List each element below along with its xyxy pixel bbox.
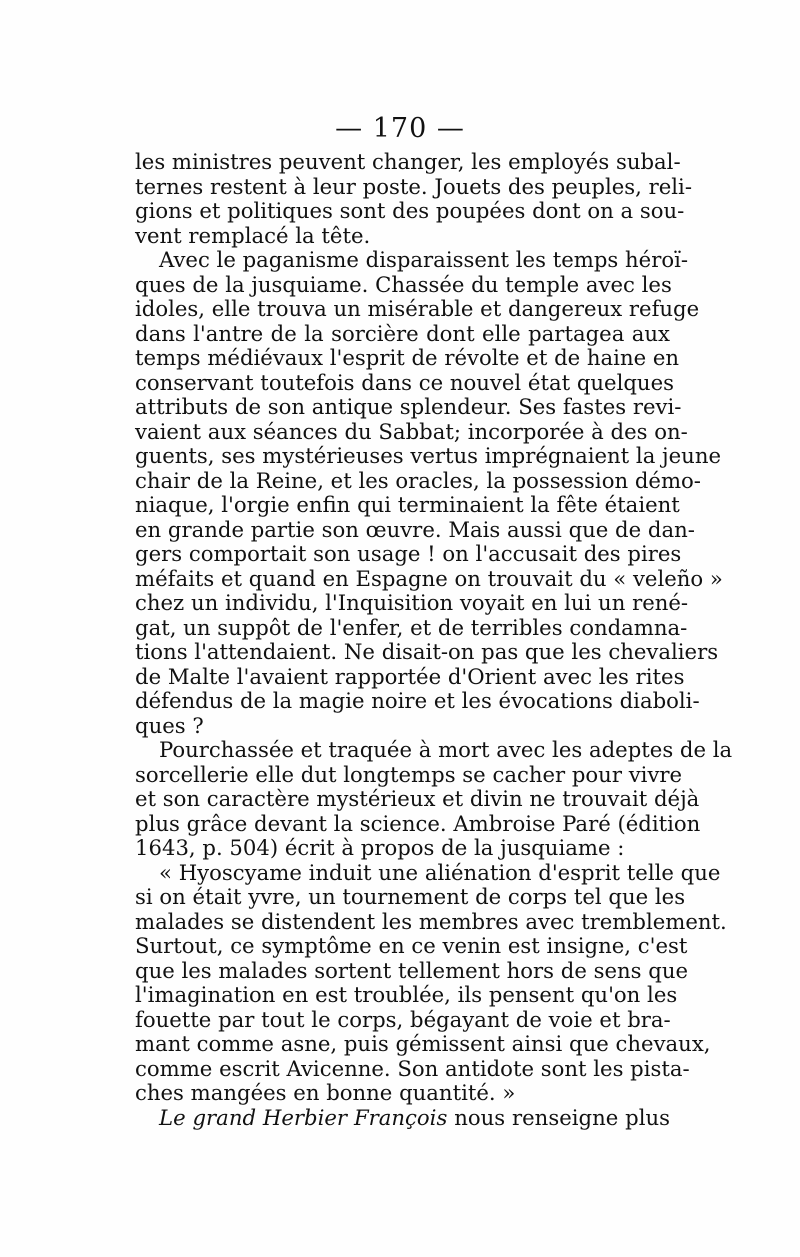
text-line: guents, ses mystérieuses vertus imprégnaient la jeune	[135, 443, 721, 468]
text-line: vent remplacé la tête.	[135, 222, 371, 248]
text-line: méfaits et quand en Espagne on trouvait du « veleño »	[135, 565, 723, 591]
text-line: ternes restent à leur poste. Jouets des peuples, reli-	[135, 173, 692, 199]
text-line: ques de la jusquiame. Chassée du temple avec les	[135, 271, 672, 297]
text-line: ques ?	[135, 712, 204, 738]
text-line: gat, un suppôt de l'enfer, et de terribles condamna-	[135, 614, 688, 640]
book-title-italic: Le grand Herbier François	[159, 1104, 448, 1130]
text-line: gions et politiques sont des poupées dont on a sou-	[135, 198, 685, 223]
text-line: l'imagination en est troublée, ils pensent qu'on les	[135, 982, 678, 1007]
text-line: plus grâce devant la science. Ambroise Paré (édition	[135, 810, 701, 836]
text-line: en grande partie son œuvre. Mais aussi que de dan-	[135, 516, 695, 542]
text-line: défendus de la magie noire et les évocations diaboli-	[135, 688, 700, 713]
text-line: fouette par tout le corps, bégayant de voie et bra-	[135, 1006, 671, 1032]
text-line: Surtout, ce symptôme en ce venin est insigne, c'est	[135, 933, 688, 958]
text-line: que les malades sortent tellement hors de sens que	[135, 957, 689, 983]
text-line: 1643, p. 504) écrit à propos de la jusquiame :	[135, 835, 625, 860]
text-line: « Hyoscyame induit une aliénation d'esprit telle que	[159, 859, 721, 885]
text-line: les ministres peuvent changer, les employés subal-	[135, 149, 681, 174]
text-line: attributs de son antique splendeur. Ses fastes revi-	[135, 394, 682, 419]
text-line: sorcellerie elle dut longtemps se cacher pour vivre	[135, 761, 683, 787]
text-line: malades se distendent les membres avec tremblement.	[135, 908, 727, 934]
text-line: si on était yvre, un tournement de corps tel que les	[135, 884, 686, 909]
text-line: de Malte l'avaient rapportée d'Orient avec les rites	[135, 663, 685, 689]
text-line: niaque, l'orgie enfin qui terminaient la fête étaient	[135, 492, 680, 517]
text-line: mant comme asne, puis gémissent ainsi que chevaux,	[135, 1031, 711, 1056]
text-line: Pourchassée et traquée à mort avec les adeptes de la	[159, 737, 733, 762]
text-line: dans l'antre de la sorcière dont elle partagea aux	[135, 320, 670, 346]
text-line: gers comportait son usage ! on l'accusait des pires	[135, 541, 682, 566]
text-line: ches mangées en bonne quantité. »	[135, 1080, 516, 1105]
text-line: vaient aux séances du Sabbat; incorporée à des on-	[135, 418, 688, 444]
final-line-rest: nous renseigne plus	[447, 1104, 671, 1130]
text-line: chair de la Reine, et les oracles, la possession démo-	[135, 467, 701, 493]
text-line: chez un individu, l'Inquisition voyait en lui un rené-	[135, 590, 689, 615]
text-line: comme escrit Avicenne. Son antidote sont les pista-	[135, 1055, 690, 1081]
text-line: et son caractère mystérieux et divin ne trouvait déjà	[135, 786, 700, 811]
page-number: — 170 —	[335, 113, 465, 144]
text-line: Avec le paganisme disparaissent les temps héroï-	[159, 247, 689, 272]
body-text	[135, 149, 733, 1130]
text-line: idoles, elle trouva un misérable et dangereux refuge	[135, 296, 700, 321]
text-line: temps médiévaux l'esprit de révolte et de haine en	[135, 345, 680, 370]
text-line	[135, 1106, 670, 1131]
text-line: conservant toutefois dans ce nouvel état quelques	[135, 369, 674, 395]
text-line: tions l'attendaient. Ne disait-on pas que les chevaliers	[135, 639, 719, 664]
